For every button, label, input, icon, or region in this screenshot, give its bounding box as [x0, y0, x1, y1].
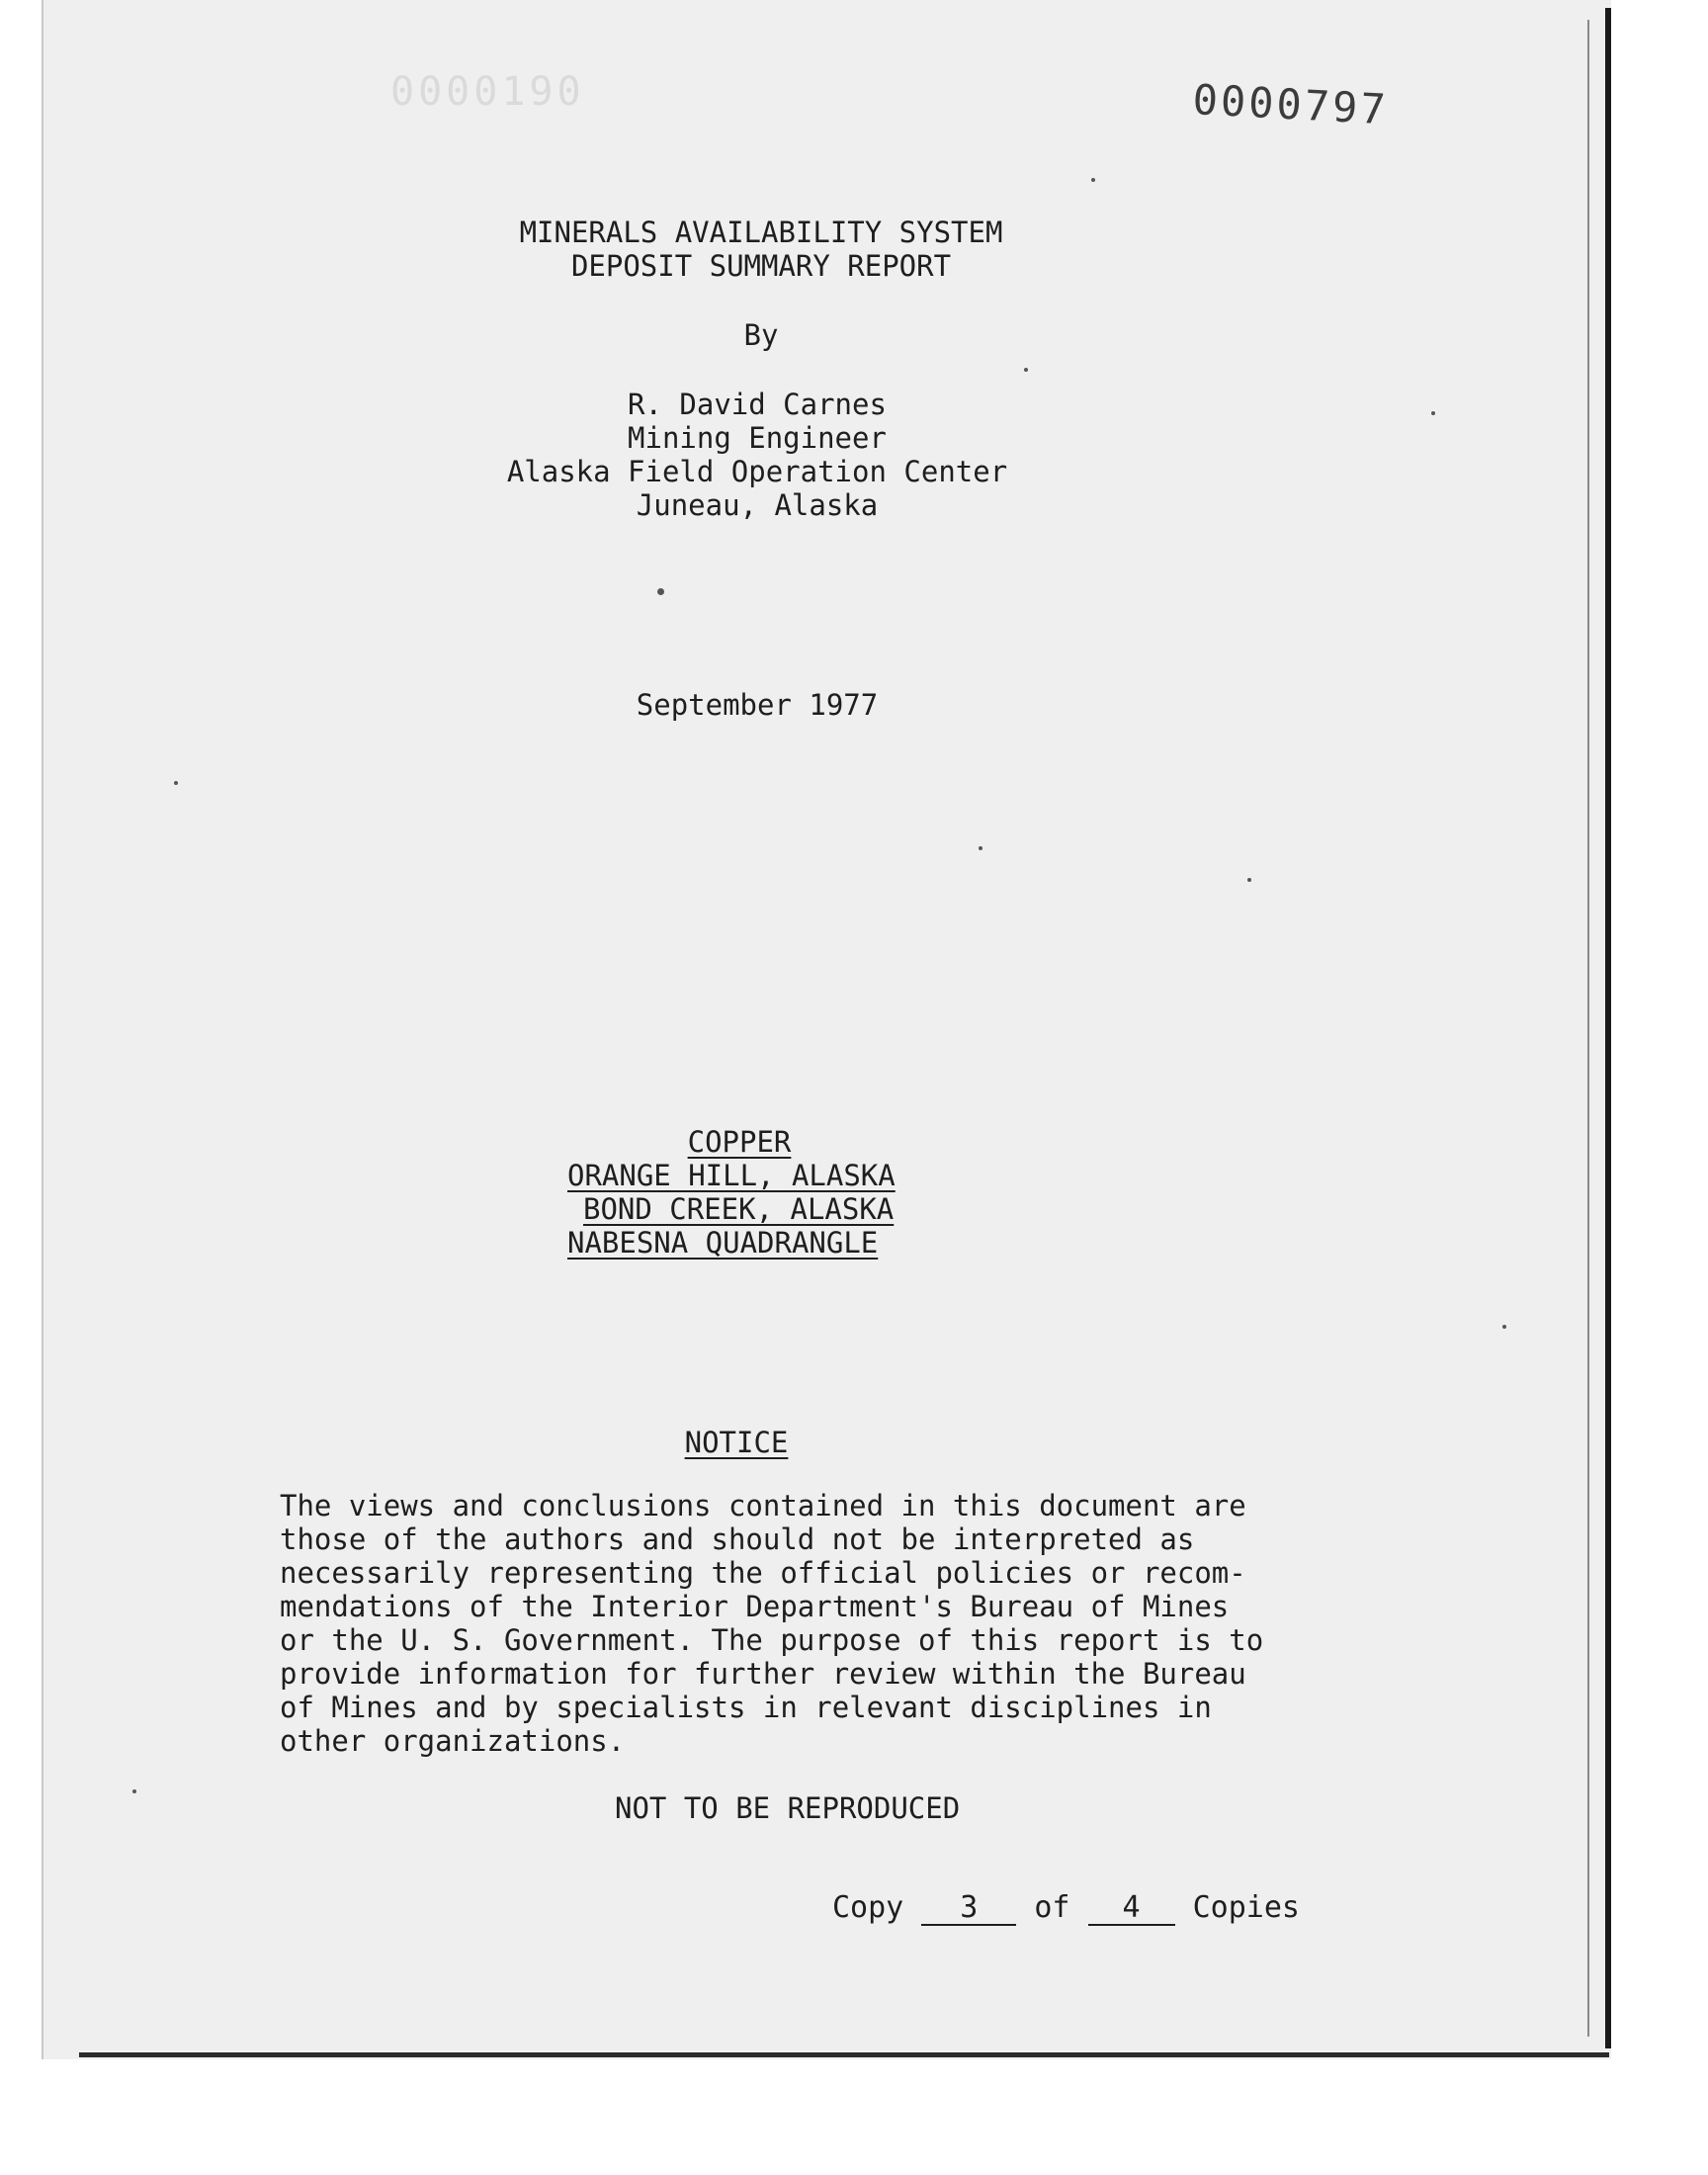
scan-speck	[174, 781, 178, 785]
restriction-notice: NOT TO BE REPRODUCED	[615, 1791, 961, 1825]
document-stamp-number: 0000797	[1191, 75, 1390, 134]
page-right-edge	[1605, 8, 1611, 2048]
author-office: Alaska Field Operation Center	[506, 455, 1008, 488]
notice-heading: NOTICE	[684, 1426, 789, 1459]
copy-label: Copy	[832, 1890, 904, 1925]
author-role: Mining Engineer	[628, 421, 887, 455]
scan-speck	[657, 588, 664, 595]
author-name: R. David Carnes	[628, 388, 887, 421]
scan-speck	[132, 1789, 136, 1793]
copy-number: 3	[921, 1892, 1016, 1926]
scan-speck	[1247, 878, 1251, 882]
scan-speck	[1091, 178, 1095, 182]
report-date: September 1977	[636, 688, 879, 722]
subject-deposit-1: ORANGE HILL, ALASKA	[567, 1159, 896, 1192]
notice-body: The views and conclusions contained in this document are those of the authors and should not be interpreted as necessarily representing the official policies or recom- mendations of the Interior Department's Bureau of Mines or the U. S. Government. The purpose of this report is to provide information for further review within the Bureau of Mines and by specialists in relevant disciplines in other organizations.	[280, 1489, 1264, 1758]
scan-speck	[1502, 1325, 1506, 1329]
scan-speck	[1024, 368, 1028, 372]
copies-label: Copies	[1192, 1890, 1300, 1925]
title-line-2: DEPOSIT SUMMARY REPORT	[570, 249, 952, 283]
bleed-through-number: 0000190	[390, 69, 585, 115]
page-left-edge	[42, 0, 43, 2059]
copy-count-line	[832, 1890, 1300, 1926]
page-bottom-edge	[79, 2052, 1609, 2057]
copy-of-label: of	[1034, 1890, 1070, 1925]
by-label: By	[743, 318, 779, 352]
author-location: Juneau, Alaska	[636, 488, 879, 522]
subject-commodity: COPPER	[687, 1125, 792, 1159]
title-line-1: MINERALS AVAILABILITY SYSTEM	[519, 216, 1003, 249]
scan-speck	[1431, 411, 1435, 415]
copy-total: 4	[1088, 1892, 1175, 1926]
subject-deposit-2: BOND CREEK, ALASKA	[583, 1192, 895, 1226]
subject-quadrangle: NABESNA QUADRANGLE	[567, 1226, 879, 1260]
scan-speck	[979, 846, 982, 850]
page-inner-edge	[1587, 20, 1589, 2037]
